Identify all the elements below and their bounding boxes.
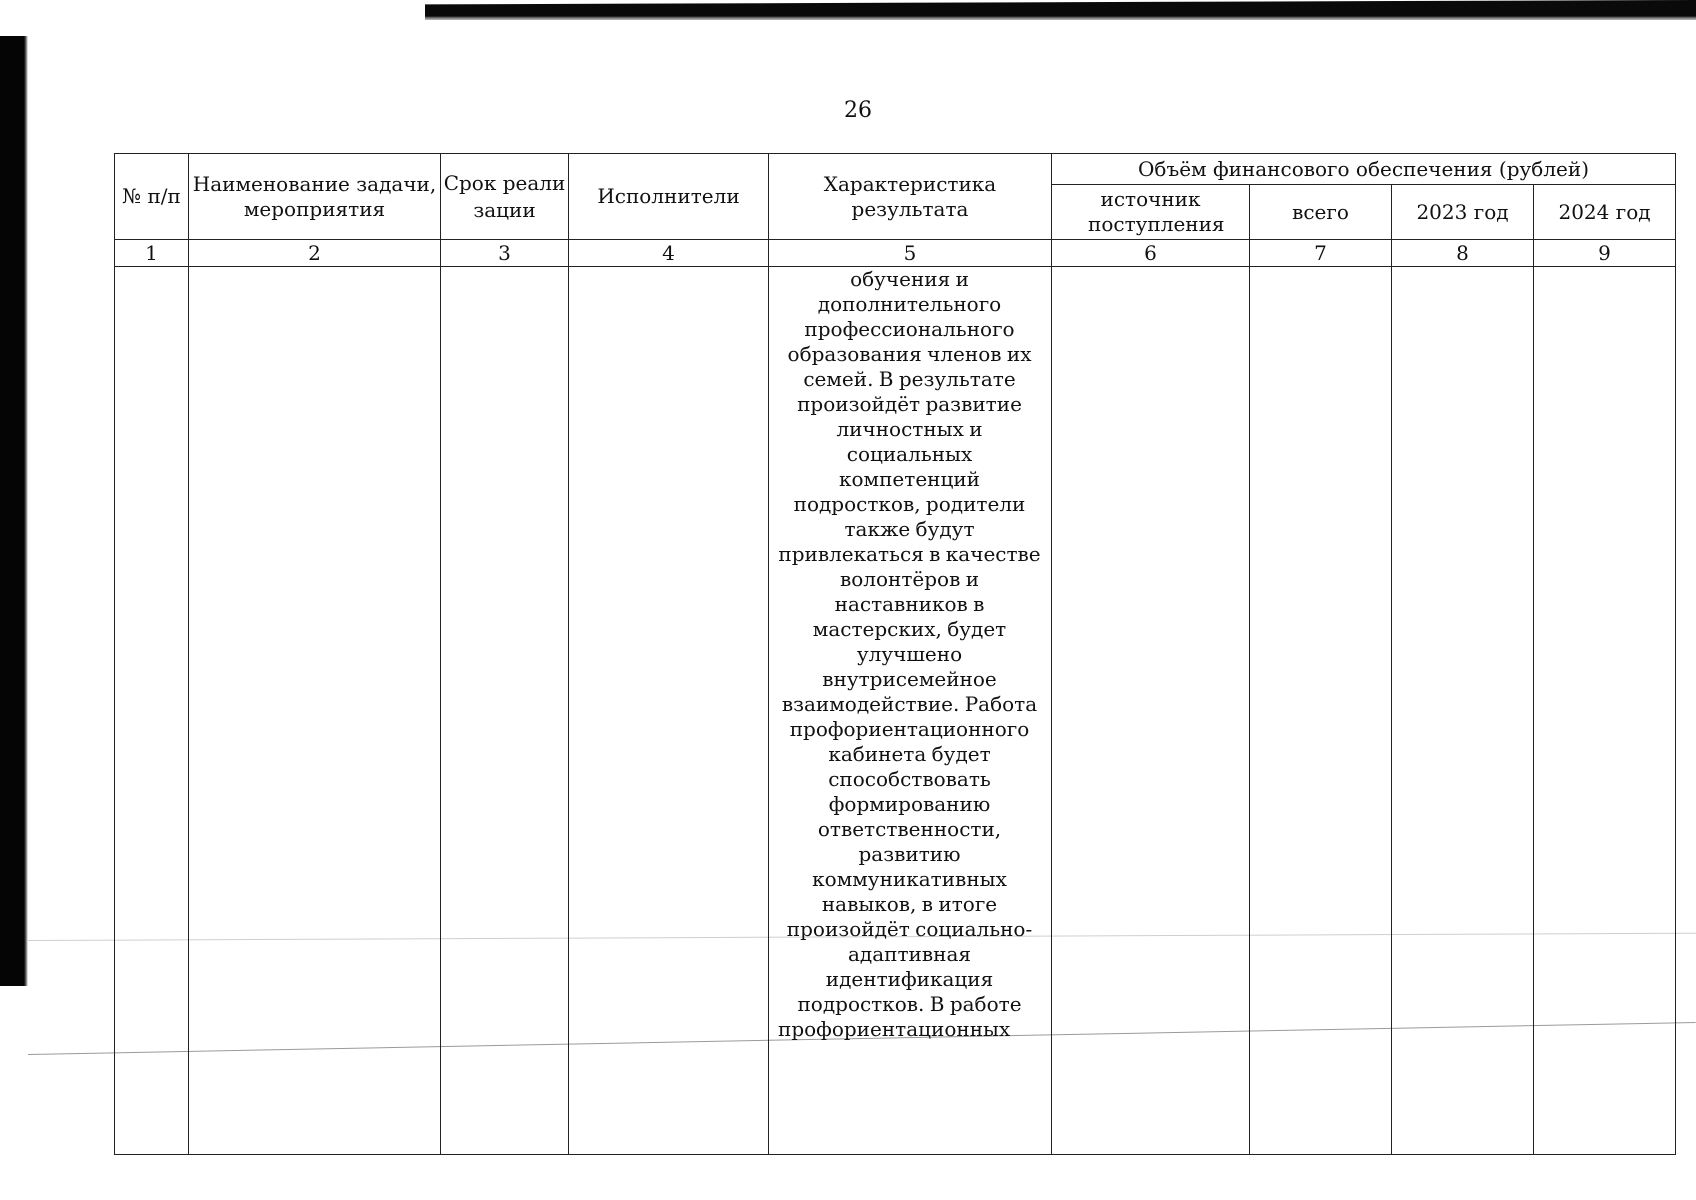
header-term: Срок реализации — [441, 154, 569, 240]
cell-2024 — [1534, 267, 1676, 1155]
header-source: источник поступления — [1052, 185, 1250, 240]
cell-executors — [569, 267, 769, 1155]
cell-source — [1052, 267, 1250, 1155]
header-name: Наименование задачи, мероприятия — [189, 154, 441, 240]
header-2023: 2023 год — [1392, 185, 1534, 240]
header-funding-group: Объём финансового обеспечения (рублей) — [1052, 154, 1676, 185]
header-number: № п/п — [115, 154, 189, 240]
cell-term — [441, 267, 569, 1155]
column-number: 7 — [1250, 240, 1392, 267]
header-2024: 2024 год — [1534, 185, 1676, 240]
cell-result-characteristic — [769, 267, 1052, 1155]
header-result: Характеристика результата — [769, 154, 1052, 240]
column-number: 4 — [569, 240, 769, 267]
column-number: 2 — [189, 240, 441, 267]
scan-edge-left — [0, 36, 28, 986]
header-total: всего — [1250, 185, 1392, 240]
column-number: 3 — [441, 240, 569, 267]
column-number: 5 — [769, 240, 1052, 267]
result-text: обучения и дополнительного профессионального образования членов их семей. В результате произойдёт развитие личностных и социальных компетенций подростков, родители также будут привлекаться в качестве волонтёров и наставников в мастерских, будет улучшено внутрисемейное взаимодействие. Работа профориентационного кабинета будет способствовать формированию ответственности, развитию коммуникативных навыков, в итоге произойдёт социально-адаптивная идентификация подростков. В работе профориентационных — [778, 267, 1041, 1041]
column-number: 9 — [1534, 240, 1676, 267]
page-number: 26 — [844, 98, 872, 123]
cell-total — [1250, 267, 1392, 1155]
column-number: 6 — [1052, 240, 1250, 267]
cell-2023 — [1392, 267, 1534, 1155]
scan-edge-top — [425, 0, 1696, 20]
cell-name — [189, 267, 441, 1155]
cell-number — [115, 267, 189, 1155]
header-executors: Исполнители — [569, 154, 769, 240]
column-number: 8 — [1392, 240, 1534, 267]
funding-table — [114, 153, 1676, 1155]
column-number: 1 — [115, 240, 189, 267]
